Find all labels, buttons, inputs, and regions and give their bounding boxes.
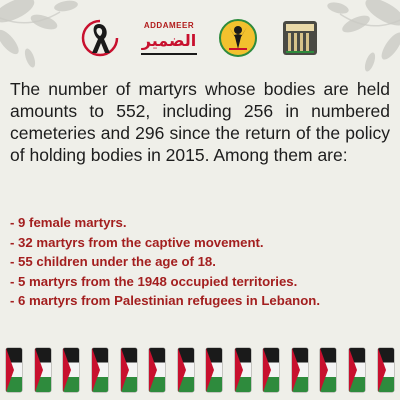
list-item: - 55 children under the age of 18. (10, 254, 216, 269)
palestine-flag-icon (35, 348, 51, 392)
prisoners-club-logo-icon (277, 15, 323, 61)
palestine-flag-icon (292, 348, 308, 392)
palestine-flag-icon (149, 348, 165, 392)
palestine-flag-icon (121, 348, 137, 392)
addameer-latin-text: ADDAMEER (143, 21, 195, 30)
logo-strip (0, 12, 400, 64)
flag-row (0, 348, 400, 400)
commission-logo-icon (215, 15, 261, 61)
palestine-flag-icon (63, 348, 79, 392)
palestine-flag-icon (349, 348, 365, 392)
palestine-flag-icon (235, 348, 251, 392)
palestine-flag-icon (6, 348, 22, 392)
list-item: - 9 female martyrs. (10, 215, 127, 230)
list-item: - 32 martyrs from the captive movement. (10, 234, 264, 250)
palestine-flag-icon (378, 348, 394, 392)
ribbon-logo-icon (77, 15, 123, 61)
list-item: - 6 martyrs from Palestinian refugees in Lebanon. (10, 293, 320, 308)
list-item: - 5 martyrs from the 1948 occupied territories. (10, 273, 298, 289)
martyrs-list (10, 213, 395, 311)
addameer-logo-icon (139, 15, 199, 61)
palestine-flag-icon (178, 348, 194, 392)
palestine-flag-icon (206, 348, 222, 392)
intro-paragraph: The number of martyrs whose bodies are held amounts to 552, including 256 in numbered cemeteries and 296 since the return of the policy of holding bodies in 2015. Among them are: (10, 79, 390, 165)
palestine-flag-icon (320, 348, 336, 392)
addameer-arabic-text: الضمير (141, 33, 197, 50)
palestine-flag-icon (263, 348, 279, 392)
palestine-flag-icon (92, 348, 108, 392)
